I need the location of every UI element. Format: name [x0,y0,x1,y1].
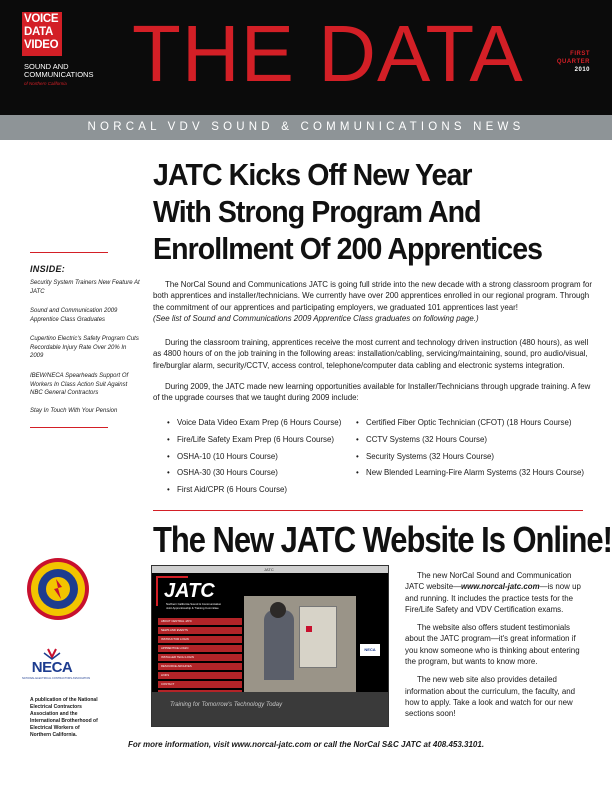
site-photo-worker [264,610,294,680]
site-logo: JATC [164,580,215,602]
course-item: • First Aid/CPR (6 Hours Course) [177,482,341,499]
site-menu-item[interactable]: INSTALLER TECH LOGIN [158,654,242,661]
publication-note: A publication of the National Electrical Contractors Association and the International Brotherhood of Electrical Workers of Northern California. [30,697,98,738]
inside-item[interactable]: Cupertino Electric's Safety Program Cuts Recordable Injury Rate Over 20% In 2009 [30,336,139,359]
site-org-line2: Joint Apprenticeship & Training Committee [166,606,219,610]
browser-title: JATC [264,567,274,572]
website-headline: The New JATC Website Is Online! [153,519,612,560]
logo-line-video: VIDEO [24,39,59,51]
headline-line3: Enrollment Of 200 Apprentices [153,231,543,266]
course-item: • OSHA-10 (10 Hours Course) [177,449,341,466]
issue-first: FIRST [570,51,590,57]
inside-label: INSIDE: [30,264,66,274]
site-menu-item[interactable]: CONTACT [158,681,242,688]
article-headline [153,156,567,267]
footer-contact: For more information, visit www.norcal-jatc.com or call the NorCal S&C JATC at 408.453.3101. [127,740,485,749]
site-photo-panel [299,606,337,668]
logo-line-data: DATA [24,26,54,38]
site-photo-head [270,602,286,618]
newsletter-subtitle: NORCAL VDV SOUND & COMMUNICATIONS NEWS [87,121,525,133]
training-paragraph: During the classroom training, apprentices receive the most current and technology driven instruction (480 hours), as well as 4800 hours of on the job training in the following areas: installation/cabling, servicing/maintaining, sound, pro audio/visual, fire/burglar alarm, security/CCTV, access control, telephone/computer data cabling and electronic systems integration. [153,338,589,370]
upgrade-paragraph: During 2009, the JATC made new learning opportunities available for Installer/Technicians through upgrade training. A few of the upgrade courses that we taught during 2009 include: [153,382,591,403]
website-article-body [405,570,585,727]
course-item: • Security Systems (32 Hours Course) [366,449,584,466]
course-item: • Voice Data Video Exam Prep (6 Hours Course) [177,415,341,432]
site-photo-alarm [306,626,312,632]
website-screenshot [151,565,389,727]
intro-paragraph: The NorCal Sound and Communications JATC is going full stride into the new decade with a strong classroom program for both apprentices and installer/technicians. We currently have over 200 apprentices enrolled in our regional program. Through the commitment of our apprentices and participating employers, we graduated 101 apprentices last year! [153,280,593,312]
course-item: • Certified Fiber Optic Technician (CFOT) (18 Hours Course) [366,415,584,432]
courses-list-right [366,415,584,482]
inside-item[interactable]: Stay In Touch With Your Pension [30,408,118,414]
neca-wordmark: NECA [31,659,73,676]
website-url-link[interactable]: www.norcal-jatc.com [460,582,540,592]
neca-logo [22,647,91,683]
issue-label [540,50,590,74]
inside-item[interactable]: Sound and Communication 2009 Apprentice Class Graduates [30,308,118,323]
issue-quarter: QUARTER [556,59,590,65]
website-paragraph-1 [405,570,585,615]
inside-item[interactable]: IBEW/NECA Spearheads Support Of Workers In Class Action Suit Against NBC General Contractors [30,373,129,396]
site-footer-band [152,692,388,726]
course-item: • CCTV Systems (32 Hours Course) [366,432,584,449]
course-item: • OSHA-30 (30 Hours Course) [177,465,341,482]
headline-line1: JATC Kicks Off New Year [153,157,472,192]
website-p1-end: —is now up and running. It includes the practice tests for the Fire/Life Safety and VDV Certification exams. [405,582,581,614]
logo-subtitle [24,63,134,79]
site-menu-item[interactable]: RESOURCE ARCHIVES [158,663,242,670]
vdv-logo [22,12,62,56]
course-item: • Fire/Life Safety Exam Prep (6 Hours Course) [177,432,341,449]
headline-line2: With Strong Program And [153,194,481,229]
sidebar-rule-top [30,252,108,253]
site-photo [244,596,356,692]
site-neca-badge: NECA [360,644,380,656]
site-org-line1: Northern California Sound & Communication [166,602,222,606]
logo-sub-line1: SOUND AND [24,62,69,71]
inside-item[interactable]: Security System Trainers New Feature At JATC [30,280,140,295]
site-menu-item[interactable]: LINKS [158,672,242,679]
site-menu-item[interactable]: APPRENTICE LOGIN [158,645,242,652]
ibew-seal-icon [26,557,90,621]
website-paragraph-3: The new web site also provides detailed information about the curriculum, the faculty, and how to apply. Take a look and watch for our new sections soon! [405,675,576,719]
article-paragraph-3 [153,381,593,404]
site-menu-item[interactable]: ABOUT CENTRAL JATC [158,618,242,625]
logo-sub-line2: COMMUNICATIONS [24,70,94,79]
issue-year: 2010 [574,67,590,73]
course-item: • New Blended Learning-Fire Alarm Systems (32 Hours Course) [366,465,584,482]
courses-list-left [177,415,341,499]
website-paragraph-2: The website also offers student testimonials about the JATC program—it's great information if you know someone who is thinking about entering the program, but wants to know more. [405,623,580,667]
newsletter-title: THE DATA [132,9,524,98]
article-paragraph-2 [153,337,593,371]
neca-fullname: NATIONAL ELECTRICAL CONTRACTORS ASSOCIATION [22,677,91,680]
website-p1-start: The new NorCal Sound and Communication JATC website— [405,571,572,592]
site-menu-item[interactable]: INSTRUCTOR LOGIN [158,636,242,643]
site-menu-item[interactable]: NEWS AND EVENTS [158,627,242,634]
site-tagline: Training for Tomorrow's Technology Today [170,702,283,708]
article-intro [153,279,593,324]
sidebar-rule-bottom [30,427,108,428]
section-divider [153,510,583,511]
logo-region: of Northern California [24,81,67,86]
site-menu [158,618,242,699]
intro-note: (See list of Sound and Communications 2009 Apprentice Class graduates on following page.) [153,313,479,323]
logo-line-voice: VOICE [24,13,59,25]
